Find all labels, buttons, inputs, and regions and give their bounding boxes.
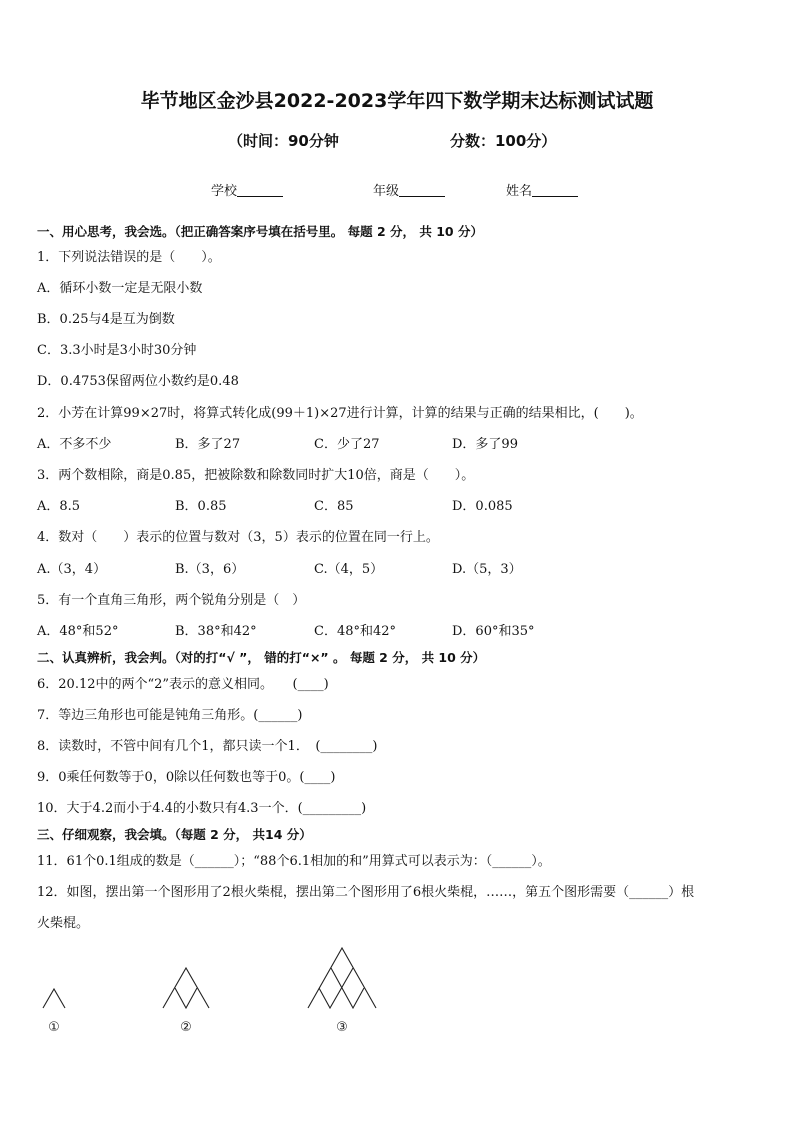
question-stem: 4．数对（ ）表示的位置与数对（3，5）表示的位置在同一行上。 bbox=[37, 530, 439, 545]
matchstick-figure-1 bbox=[43, 989, 65, 1008]
section-heading: 二、认真辨析，我会判。（对的打“√ ”， 错的打“×” 。 每题 2 分， 共 10 分） bbox=[37, 650, 486, 665]
figure-label: ③ bbox=[336, 1020, 348, 1035]
question-stem: 2．小芳在计算99×27时，将算式转化成(99＋1)×27进行计算，计算的结果与正确的结果相比，( )。 bbox=[37, 406, 643, 421]
name-label: 姓名 bbox=[506, 184, 533, 199]
grade-label: 年级 bbox=[373, 184, 400, 199]
figure-label: ② bbox=[180, 1020, 192, 1035]
option-a[interactable]: A．循环小数一定是无限小数 bbox=[37, 281, 203, 296]
true-false-question[interactable]: 6．20.12中的两个“2”表示的意义相同。 (____) bbox=[37, 677, 329, 692]
option-a[interactable]: A.（3，4） bbox=[37, 562, 107, 577]
option-c[interactable]: C．85 bbox=[314, 499, 354, 514]
fill-in-question[interactable]: 11．61个0.1组成的数是（______）；“88个6.1相加的和”用算式可以表示为：（______）。 bbox=[37, 854, 551, 869]
option-d[interactable]: D．多了99 bbox=[452, 437, 518, 452]
option-b[interactable]: B．38°和42° bbox=[175, 624, 257, 639]
matchstick-path bbox=[308, 948, 376, 1008]
total-score: 分数：100分） bbox=[450, 132, 557, 150]
matchstick-path bbox=[331, 968, 364, 1008]
fill-in-question-continued: 火柴棍。 bbox=[37, 916, 90, 931]
true-false-question[interactable]: 7．等边三角形也可能是钝角三角形。(______) bbox=[37, 708, 303, 723]
option-d[interactable]: D．0.085 bbox=[452, 499, 513, 514]
option-c[interactable]: C．48°和42° bbox=[314, 624, 397, 639]
section-heading: 一、用心思考，我会选。（把正确答案序号填在括号里。 每题 2 分， 共 10 分） bbox=[37, 224, 483, 239]
question-stem: 3．两个数相除，商是0.85，把被除数和除数同时扩大10倍，商是（ ）。 bbox=[37, 468, 475, 483]
matchstick-figure-3 bbox=[308, 948, 376, 1008]
matchstick-path bbox=[319, 968, 353, 1008]
option-b[interactable]: B.（3，6） bbox=[175, 562, 245, 577]
fill-in-question[interactable]: 12．如图，摆出第一个图形用了2根火柴棍，摆出第二个图形用了6根火柴棍，……，第五个图形需要（______）根 bbox=[37, 885, 695, 900]
option-b[interactable]: B．多了27 bbox=[175, 437, 241, 452]
option-b[interactable]: B．0.85 bbox=[175, 499, 227, 514]
matchstick-figure-2 bbox=[163, 968, 209, 1008]
true-false-question[interactable]: 10．大于4.2而小于4.4的小数只有4.3一个．(_________) bbox=[37, 801, 367, 816]
option-c[interactable]: C．3.3小时是3小时30分钟 bbox=[37, 343, 197, 358]
true-false-question[interactable]: 8．读数时，不管中间有几个1，都只读一个1． (________) bbox=[37, 739, 378, 754]
option-d[interactable]: D．0.4753保留两位小数约是0.48 bbox=[37, 374, 239, 389]
option-a[interactable]: A．48°和52° bbox=[37, 624, 119, 639]
question-stem: 1．下列说法错误的是（ ）。 bbox=[37, 250, 221, 265]
figure-label: ① bbox=[48, 1020, 60, 1035]
option-b[interactable]: B．0.25与4是互为倒数 bbox=[37, 312, 175, 327]
section-heading: 三、仔细观察，我会填。（每题 2 分， 共14 分） bbox=[37, 827, 312, 842]
matchstick-path bbox=[43, 989, 65, 1008]
option-a[interactable]: A．不多不少 bbox=[37, 437, 112, 452]
time-limit: （时间：90分钟 bbox=[228, 132, 339, 150]
option-c[interactable]: C.（4，5） bbox=[314, 562, 384, 577]
question-stem: 5．有一个直角三角形，两个锐角分别是（ ） bbox=[37, 593, 306, 608]
option-d[interactable]: D.（5，3） bbox=[452, 562, 522, 577]
true-false-question[interactable]: 9．0乘任何数等于0，0除以任何数也等于0。(____) bbox=[37, 770, 336, 785]
page-title: 毕节地区金沙县2022-2023学年四下数学期末达标测试试题 bbox=[140, 90, 654, 112]
matchstick-path bbox=[175, 988, 197, 1008]
school-label: 学校 bbox=[211, 184, 238, 199]
option-a[interactable]: A．8.5 bbox=[37, 499, 81, 514]
option-c[interactable]: C．少了27 bbox=[314, 437, 380, 452]
matchstick-path bbox=[163, 968, 209, 1008]
option-d[interactable]: D．60°和35° bbox=[452, 624, 535, 639]
